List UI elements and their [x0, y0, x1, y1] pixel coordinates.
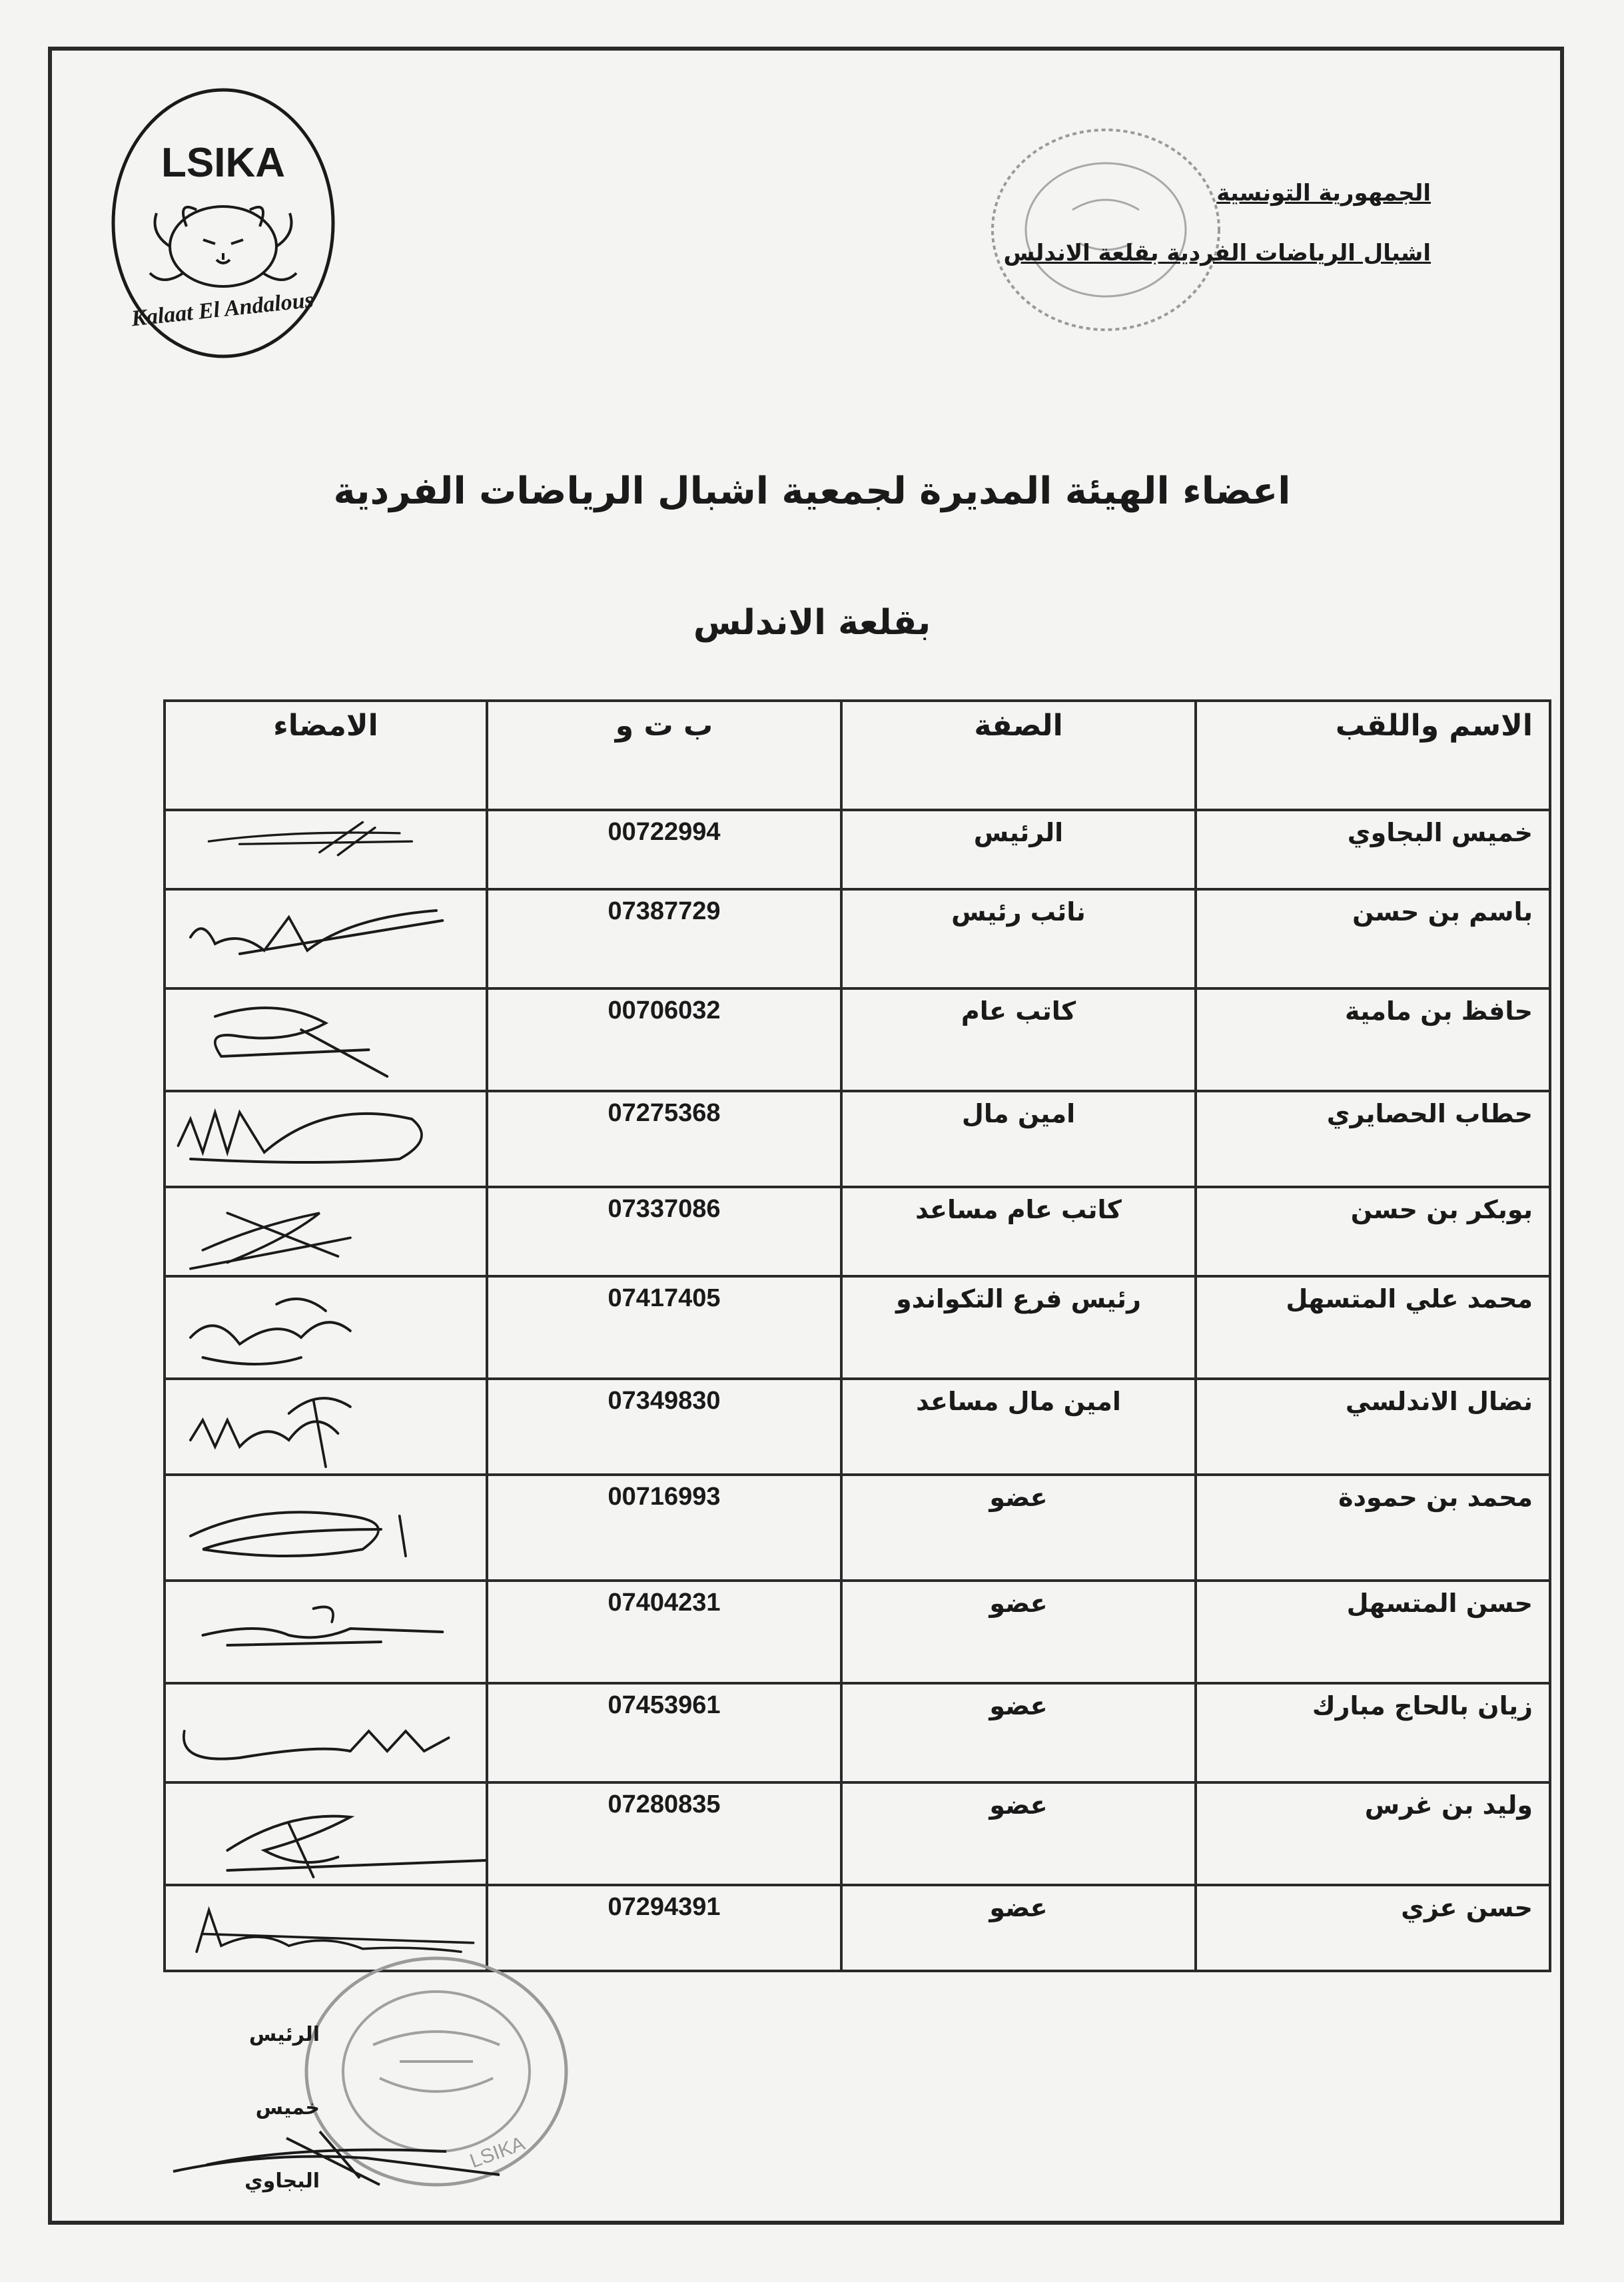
tiger-emblem-icon — [150, 206, 296, 286]
member-name: حطاب الحصايري — [1196, 1091, 1550, 1187]
table-row — [165, 1683, 1550, 1782]
member-name: باسم بن حسن — [1196, 889, 1550, 988]
member-signature — [165, 1276, 487, 1379]
member-id: 07294391 — [487, 1885, 841, 1971]
header-country: الجمهورية التونسية — [1216, 180, 1431, 206]
member-id: 07404231 — [487, 1581, 841, 1683]
member-id: 07349830 — [487, 1379, 841, 1475]
member-name: محمد بن حمودة — [1196, 1475, 1550, 1581]
member-name: بوبكر بن حسن — [1196, 1187, 1550, 1276]
member-role: امين مال مساعد — [841, 1379, 1196, 1475]
document-subtitle: بقلعة الاندلس — [693, 603, 931, 643]
member-role: نائب رئيس — [841, 889, 1196, 988]
lsika-logo — [107, 80, 340, 373]
stamp-text: LSIKA — [467, 2132, 528, 2173]
member-id: 07280835 — [487, 1782, 841, 1885]
header-role: الصفة — [841, 701, 1196, 810]
member-signature — [165, 1379, 487, 1475]
member-role: كاتب عام مساعد — [841, 1187, 1196, 1276]
member-signature — [165, 1475, 487, 1581]
member-role: عضو — [841, 1683, 1196, 1782]
table-row — [165, 810, 1550, 889]
member-id: 07275368 — [487, 1091, 841, 1187]
member-name: حافظ بن مامية — [1196, 988, 1550, 1091]
table-row — [165, 1379, 1550, 1475]
member-name: حسن عزي — [1196, 1885, 1550, 1971]
logo-brand-text: LSIKA — [161, 140, 285, 186]
table-row — [165, 988, 1550, 1091]
member-role: كاتب عام — [841, 988, 1196, 1091]
table-row — [165, 1091, 1550, 1187]
member-signature — [165, 889, 487, 988]
member-role: الرئيس — [841, 810, 1196, 889]
member-signature — [165, 810, 487, 889]
logo-subtitle-text: Kalaat El Andalous — [130, 287, 315, 332]
member-signature — [165, 1683, 487, 1782]
footer-role: الرئيس — [248, 2023, 320, 2046]
president-signature — [167, 2111, 513, 2191]
footer-name: خميس البجاوي — [244, 2096, 320, 2193]
header-name: الاسم واللقب — [1196, 701, 1550, 810]
member-signature — [165, 1782, 487, 1885]
member-role: رئيس فرع التكواندو — [841, 1276, 1196, 1379]
document-title: اعضاء الهيئة المديرة لجمعية اشبال الرياضات الفردية — [333, 470, 1291, 513]
header-id: ب ت و — [487, 701, 841, 810]
table-row — [165, 1581, 1550, 1683]
member-role: عضو — [841, 1581, 1196, 1683]
member-name: زيان بالحاج مبارك — [1196, 1683, 1550, 1782]
member-name: وليد بن غرس — [1196, 1782, 1550, 1885]
member-name: خميس البجاوي — [1196, 810, 1550, 889]
header-association: اشبال الرياضات الفردية بقلعة الاندلس — [1003, 240, 1431, 266]
member-role: عضو — [841, 1782, 1196, 1885]
member-id: 00706032 — [487, 988, 841, 1091]
table-row — [165, 1782, 1550, 1885]
member-signature — [165, 1187, 487, 1276]
table-header-row — [165, 701, 1550, 810]
member-id: 07337086 — [487, 1187, 841, 1276]
member-signature — [165, 1581, 487, 1683]
table-row — [165, 1276, 1550, 1379]
member-name: نضال الاندلسي — [1196, 1379, 1550, 1475]
table-row — [165, 889, 1550, 988]
member-name: حسن المتسهل — [1196, 1581, 1550, 1683]
header-block — [1004, 163, 1431, 283]
member-id: 07417405 — [487, 1276, 841, 1379]
member-id: 00716993 — [487, 1475, 841, 1581]
member-role: عضو — [841, 1885, 1196, 1971]
member-id: 07387729 — [487, 889, 841, 988]
header-signature: الامضاء — [165, 701, 487, 810]
member-id: 00722994 — [487, 810, 841, 889]
member-id: 07453961 — [487, 1683, 841, 1782]
members-table — [163, 699, 1551, 1972]
member-role: امين مال — [841, 1091, 1196, 1187]
member-role: عضو — [841, 1475, 1196, 1581]
member-name: محمد علي المتسهل — [1196, 1276, 1550, 1379]
member-signature — [165, 988, 487, 1091]
member-signature — [165, 1091, 487, 1187]
table-row — [165, 1187, 1550, 1276]
table-row — [165, 1475, 1550, 1581]
